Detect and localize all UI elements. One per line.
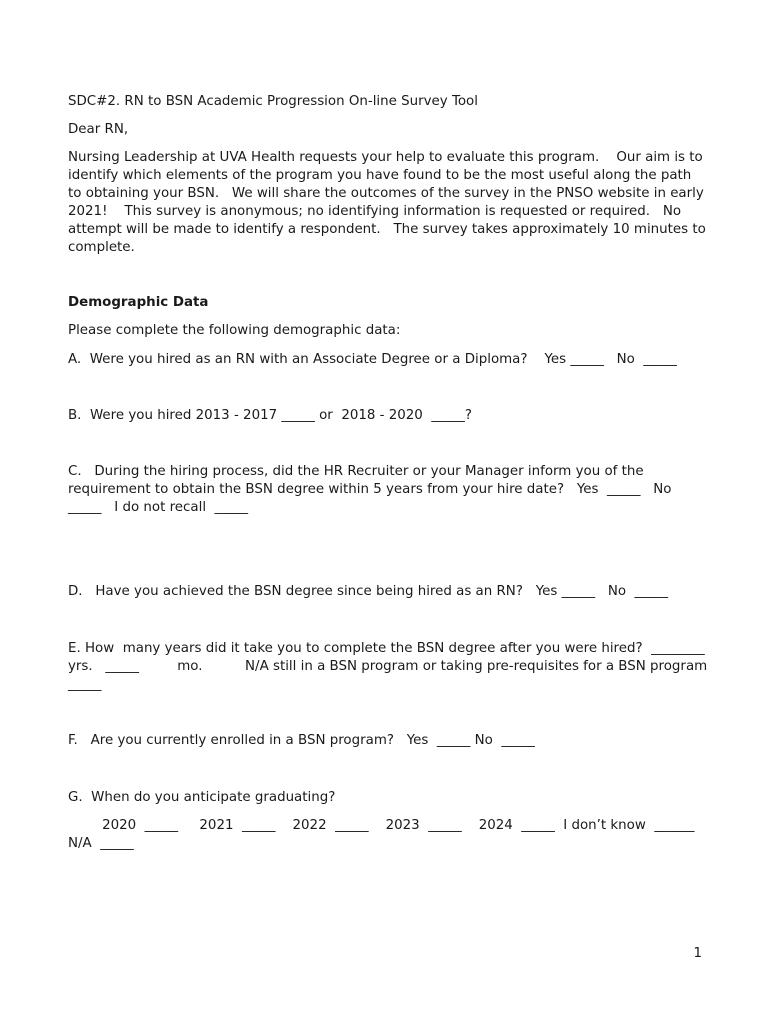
section-heading: Demographic Data [68, 295, 209, 310]
question-f: F. Are you currently enrolled in a BSN program? Yes _____ No _____ [68, 733, 535, 748]
question-e: E. How many years did it take you to complete the BSN degree after you were hired? ________ yrs. _____ mo. N/A still in a BSN program or taking pre-requisites for a BSN program _____ [68, 641, 716, 692]
page-number: 1 [693, 946, 702, 961]
greeting: Dear RN, [68, 122, 129, 137]
question-c: C. During the hiring process, did the HR Recruiter or your Manager inform you of the requirement to obtain the BSN degree within 5 years from your hire date? Yes _____ No _____ I do not recall _____ [68, 464, 680, 515]
section-instruction: Please complete the following demographic data: [68, 323, 401, 338]
question-a: A. Were you hired as an RN with an Associate Degree or a Diploma? Yes _____ No _____ [68, 352, 677, 367]
question-d: D. Have you achieved the BSN degree since being hired as an RN? Yes _____ No _____ [68, 584, 669, 599]
question-g: G. When do you anticipate graduating? [68, 790, 336, 805]
graduation-options: 2020 _____ 2021 _____ 2022 _____ 2023 _____ 2024 _____ I don’t know ______ N/A _____ [68, 818, 704, 851]
document-title: SDC#2. RN to BSN Academic Progression On-line Survey Tool [68, 94, 478, 109]
question-b: B. Were you hired 2013 - 2017 _____ or 2018 - 2020 _____? [68, 408, 472, 423]
intro-paragraph: Nursing Leadership at UVA Health requests your help to evaluate this program. Our aim is to identify which elements of the program you have found to be the most useful along the path to obtaining your BSN. We will share the outcomes of the survey in the PNSO website in early 2021! This survey is anonymous; no identifying information is requested or required. No attempt will be made to identify a respondent. The survey takes approximately 10 minutes to complete. [68, 150, 711, 255]
